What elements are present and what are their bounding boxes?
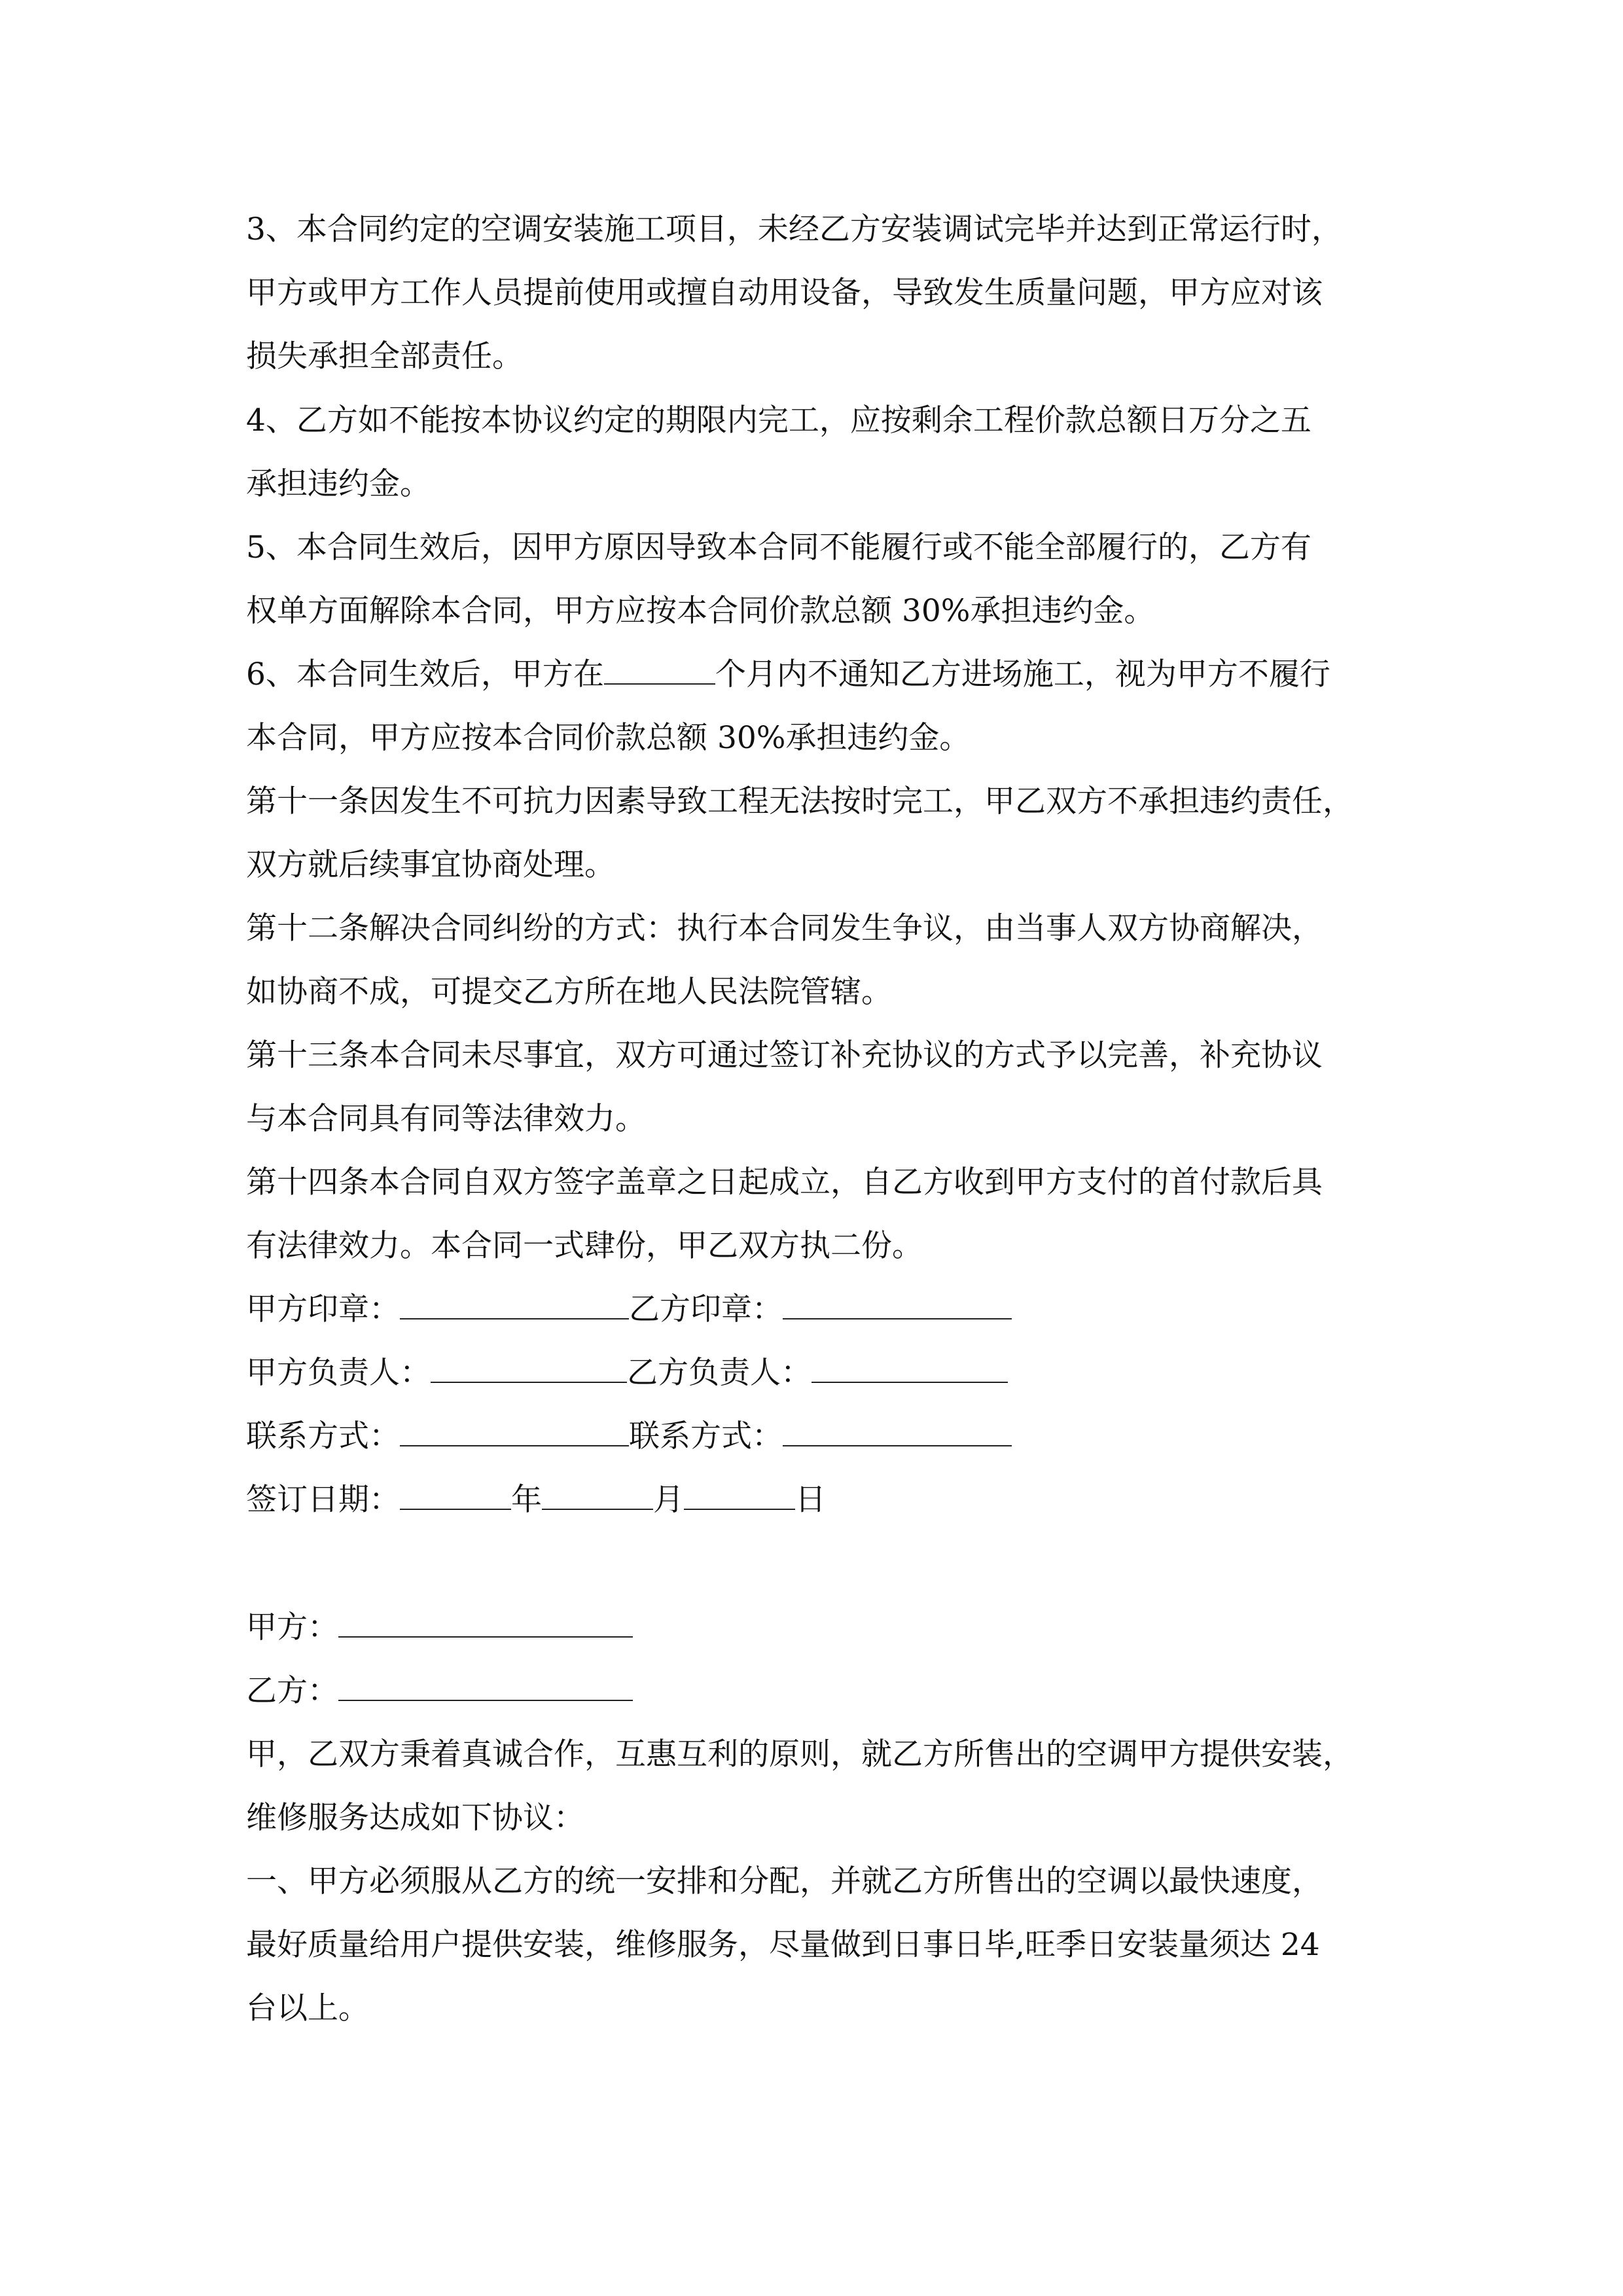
clause-3-line-3: 损失承担全部责任。 <box>246 338 523 374</box>
day-label: 日 <box>795 1482 826 1518</box>
contact-b-label: 联系方式： <box>629 1418 783 1454</box>
agreement-item-1-line-3: 台以上。 <box>246 1990 369 2026</box>
contact-a-label: 联系方式： <box>246 1418 400 1454</box>
article-13-line-1: 第十三条本合同未尽事宜，双方可通过签订补充协议的方式予以完善，补充协议 <box>246 1037 1323 1073</box>
party-a-seal-blank[interactable] <box>400 1279 629 1319</box>
months-blank <box>604 657 715 685</box>
article-14-line-1: 第十四条本合同自双方签字盖章之日起成立，自乙方收到甲方支付的首付款后具 <box>246 1164 1323 1200</box>
clause-6-line-1-end: 个月内不通知乙方进场施工，视为甲方不履行 <box>715 656 1330 692</box>
clause-4 <box>246 389 1385 516</box>
article-11 <box>246 770 1385 897</box>
clause-4-line-2: 承担违约金。 <box>246 466 431 502</box>
party-b-rep-label: 乙方负责人： <box>627 1355 812 1391</box>
clause-6-line-1 <box>246 643 1385 706</box>
party-a-rep-blank[interactable] <box>431 1342 627 1383</box>
party-b-rep-blank[interactable] <box>812 1342 1008 1383</box>
month-label: 月 <box>653 1482 684 1518</box>
clause-6-line-1-start: 6、本合同生效后，甲方在 <box>246 656 604 692</box>
agreement-intro-line-1: 甲，乙双方秉着真诚合作，互惠互利的原则，就乙方所售出的空调甲方提供安装， <box>246 1736 1353 1772</box>
clause-5-line-1: 5、本合同生效后，因甲方原因导致本合同不能履行或不能全部履行的，乙方有 <box>246 529 1311 565</box>
month-blank[interactable] <box>542 1469 653 1510</box>
clause-4-line-1: 4、乙方如不能按本协议约定的期限内完工，应按剩余工程价款总额日万分之五 <box>246 403 1311 439</box>
article-12-line-2: 如协商不成，可提交乙方所在地人民法院管辖。 <box>246 974 892 1010</box>
article-14 <box>246 1151 1385 1278</box>
seal-row <box>246 1278 1012 1341</box>
contact-a-blank[interactable] <box>400 1406 629 1446</box>
party-b-seal-blank[interactable] <box>783 1279 1012 1319</box>
party-b-blank[interactable] <box>338 1660 633 1701</box>
clause-3 <box>246 198 1385 388</box>
sign-date-label: 签订日期： <box>246 1482 400 1518</box>
party-b-label: 乙方： <box>246 1673 338 1709</box>
party-a-rep-label: 甲方负责人： <box>246 1355 431 1391</box>
article-11-line-2: 双方就后续事宜协商处理。 <box>246 847 615 883</box>
clause-6-line-2: 本合同，甲方应按本合同价款总额 30%承担违约金。 <box>246 720 971 756</box>
contact-row <box>246 1405 1012 1468</box>
agreement-intro-line-2: 维修服务达成如下协议： <box>246 1800 584 1836</box>
agreement-intro <box>246 1723 1385 1850</box>
party-a-label: 甲方： <box>246 1609 338 1645</box>
party-b-seal-label: 乙方印章： <box>629 1291 783 1327</box>
article-13 <box>246 1024 1385 1151</box>
article-13-line-2: 与本合同具有同等法律效力。 <box>246 1101 646 1137</box>
clause-3-line-1: 3、本合同约定的空调安装施工项目，未经乙方安装调试完毕并达到正常运行时， <box>246 211 1342 247</box>
clause-3-line-2: 甲方或甲方工作人员提前使用或擅自动用设备，导致发生质量问题，甲方应对该 <box>246 275 1323 311</box>
agreement-item-1 <box>246 1850 1385 2040</box>
article-12 <box>246 897 1385 1024</box>
article-11-line-1: 第十一条因发生不可抗力因素导致工程无法按时完工，甲乙双方不承担违约责任， <box>246 783 1353 819</box>
article-14-line-2: 有法律效力。本合同一式肆份，甲乙双方执二份。 <box>246 1228 923 1264</box>
article-12-line-1: 第十二条解决合同纠纷的方式：执行本合同发生争议，由当事人双方协商解决， <box>246 910 1323 946</box>
agreement-item-1-line-2: 最好质量给用户提供安装，维修服务，尽量做到日事日毕,旺季日安装量须达 24 <box>246 1927 1320 1963</box>
representative-row <box>246 1341 1008 1405</box>
party-b-row <box>246 1659 633 1723</box>
year-label: 年 <box>511 1482 542 1518</box>
party-a-row <box>246 1596 633 1659</box>
clause-6 <box>246 643 1385 770</box>
clause-5-line-2: 权单方面解除本合同，甲方应按本合同价款总额 30%承担违约金。 <box>246 593 1155 629</box>
contact-b-blank[interactable] <box>783 1406 1012 1446</box>
party-a-seal-label: 甲方印章： <box>246 1291 400 1327</box>
day-blank[interactable] <box>684 1469 795 1510</box>
agreement-item-1-line-1: 一、甲方必须服从乙方的统一安排和分配，并就乙方所售出的空调以最快速度， <box>246 1863 1323 1899</box>
sign-date-row <box>246 1468 826 1532</box>
party-a-blank[interactable] <box>338 1597 633 1638</box>
year-blank[interactable] <box>400 1469 511 1510</box>
clause-5 <box>246 516 1385 643</box>
